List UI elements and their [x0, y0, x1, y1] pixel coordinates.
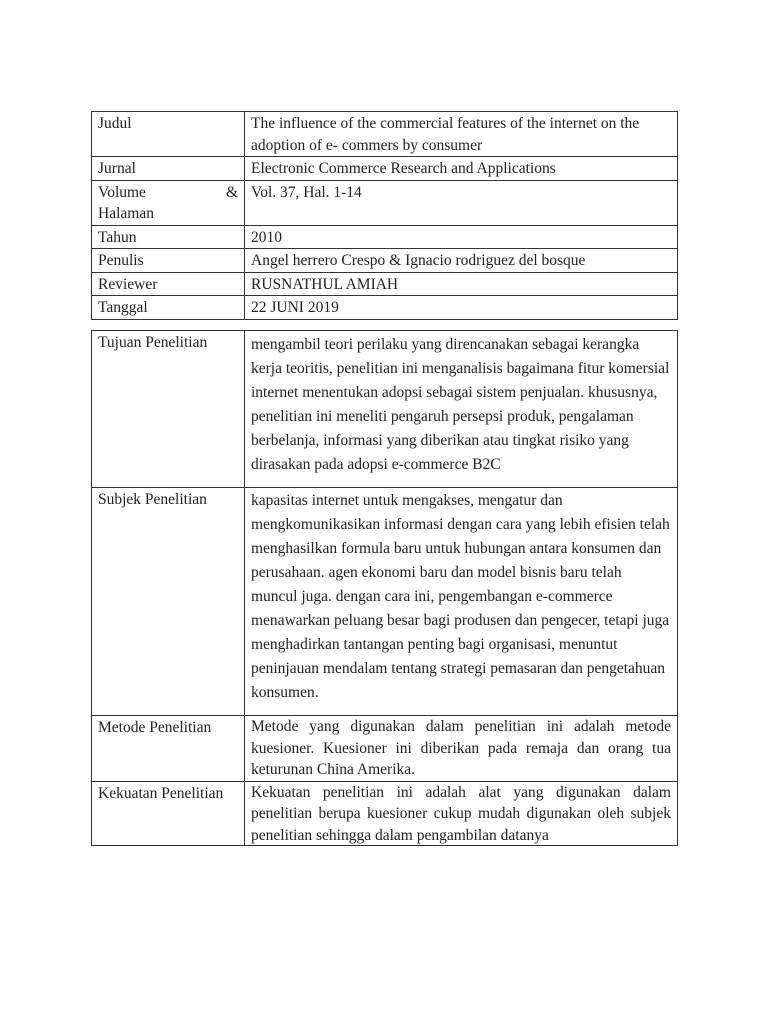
- table-row: [92, 488, 678, 716]
- kekuatan-label: Kekuatan Penelitian: [92, 781, 245, 845]
- jurnal-label: Jurnal: [92, 157, 245, 181]
- volume-label-line2: Halaman: [98, 205, 154, 222]
- penulis-value: Angel herrero Crespo & Ignacio rodriguez del bosque: [245, 249, 678, 273]
- volume-label-line1: Volume &: [98, 183, 238, 201]
- tahun-value: 2010: [245, 225, 678, 249]
- table-row: [92, 249, 678, 273]
- penulis-label: Penulis: [92, 249, 245, 273]
- volume-label: [92, 180, 245, 225]
- tahun-label: Tahun: [92, 225, 245, 249]
- table-row: [92, 716, 678, 782]
- table-row: [92, 225, 678, 249]
- review-table: [91, 330, 678, 846]
- jurnal-value: Electronic Commerce Research and Applications: [245, 157, 678, 181]
- metode-label: Metode Penelitian: [92, 716, 245, 782]
- metode-value: Metode yang digunakan dalam penelitian ini adalah metode kuesioner. Kuesioner ini diberikan pada remaja dan orang tua keturunan China Amerika.: [245, 716, 678, 782]
- tujuan-label: Tujuan Penelitian: [92, 331, 245, 488]
- subjek-value: kapasitas internet untuk mengakses, mengatur dan mengkomunikasikan informasi dengan cara yang lebih efisien telah menghasilkan formula baru untuk hubungan antara konsumen dan perusahaan. agen ekonomi baru dan model bisnis baru telah muncul juga. dengan cara ini, pengembangan e-commerce menawarkan peluang besar bagi produsen dan pengecer, tetapi juga menghadirkan tantangan penting bagi organisasi, menuntut peninjauan mendalam tentang strategi pemasaran dan pengetahuan konsumen.: [245, 488, 678, 716]
- table-row: [92, 296, 678, 320]
- subjek-label: Subjek Penelitian: [92, 488, 245, 716]
- kekuatan-cell: [245, 781, 678, 845]
- judul-label: Judul: [92, 112, 245, 157]
- judul-value: The influence of the commercial features of the internet on the adoption of e- commers by consumer: [245, 112, 678, 157]
- kekuatan-value: Kekuatan penelitian ini adalah alat yang digunakan dalam penelitian berupa kuesioner cukup mudah digunakan oleh subjek penelitian sehingga dalam pengambilan datanya: [251, 783, 671, 844]
- table-row: [92, 157, 678, 181]
- reviewer-value: RUSNATHUL AMIAH: [245, 272, 678, 296]
- tanggal-label: Tanggal: [92, 296, 245, 320]
- tanggal-value: 22 JUNI 2019: [245, 296, 678, 320]
- table-row: [92, 272, 678, 296]
- tujuan-value: mengambil teori perilaku yang direncanakan sebagai kerangka kerja teoritis, penelitian ini menganalisis bagaimana fitur komersial internet menentukan adopsi sebagai sistem penjualan. khususnya, penelitian ini meneliti pengaruh persepsi produk, pengalaman berbelanja, informasi yang diberikan atau tingkat risiko yang dirasakan pada adopsi e-commerce B2C: [245, 331, 678, 488]
- table-row: [92, 331, 678, 488]
- metadata-table: [91, 111, 678, 320]
- reviewer-label: Reviewer: [92, 272, 245, 296]
- table-row: [92, 112, 678, 157]
- table-row: [92, 781, 678, 845]
- volume-value: Vol. 37, Hal. 1-14: [245, 180, 678, 225]
- table-row: [92, 180, 678, 225]
